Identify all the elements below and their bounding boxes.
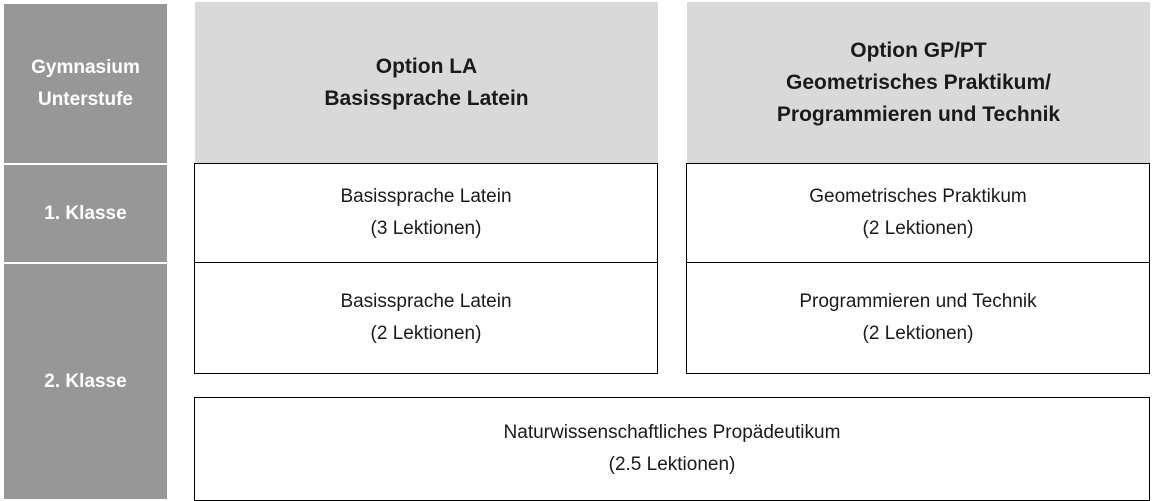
course-box-gp-klasse-1 — [686, 163, 1150, 263]
option-gp-subtitle-1: Geometrisches Praktikum/ — [786, 70, 1051, 94]
option-gp-header — [687, 2, 1150, 163]
row-label-klasse-1 — [4, 165, 167, 262]
course-name: Naturwissenschaftliches Propädeutikum — [503, 422, 841, 443]
course-lessons: (2 Lektionen) — [370, 323, 482, 344]
row-label-klasse-2 — [4, 264, 167, 499]
course-name: Basissprache Latein — [340, 186, 512, 207]
course-lessons: (2 Lektionen) — [862, 323, 974, 344]
option-la-header — [195, 2, 658, 163]
course-name: Programmieren und Technik — [799, 291, 1037, 312]
row-label-klasse-2-text: 2. Klasse — [44, 370, 127, 392]
course-name: Basissprache Latein — [340, 291, 512, 312]
course-box-gp-klasse-2 — [686, 262, 1150, 374]
level-header — [4, 4, 167, 163]
option-gp-title: Option GP/PT — [850, 38, 987, 62]
course-lessons: (2 Lektionen) — [862, 218, 974, 239]
row-label-klasse-1-text: 1. Klasse — [44, 202, 127, 224]
course-lessons: (2.5 Lektionen) — [608, 454, 736, 475]
level-header-line2: Unterstufe — [37, 88, 133, 110]
option-la-title: Option LA — [375, 54, 478, 78]
course-name: Geometrisches Praktikum — [809, 186, 1027, 207]
level-header-line1: Gymnasium — [31, 56, 140, 78]
course-box-common-klasse-2 — [194, 397, 1150, 501]
option-la-subtitle: Basissprache Latein — [324, 86, 529, 110]
option-gp-subtitle-2: Programmieren und Technik — [776, 102, 1061, 126]
course-lessons: (3 Lektionen) — [370, 218, 482, 239]
course-box-la-klasse-2 — [194, 262, 658, 374]
course-box-la-klasse-1 — [194, 163, 658, 263]
